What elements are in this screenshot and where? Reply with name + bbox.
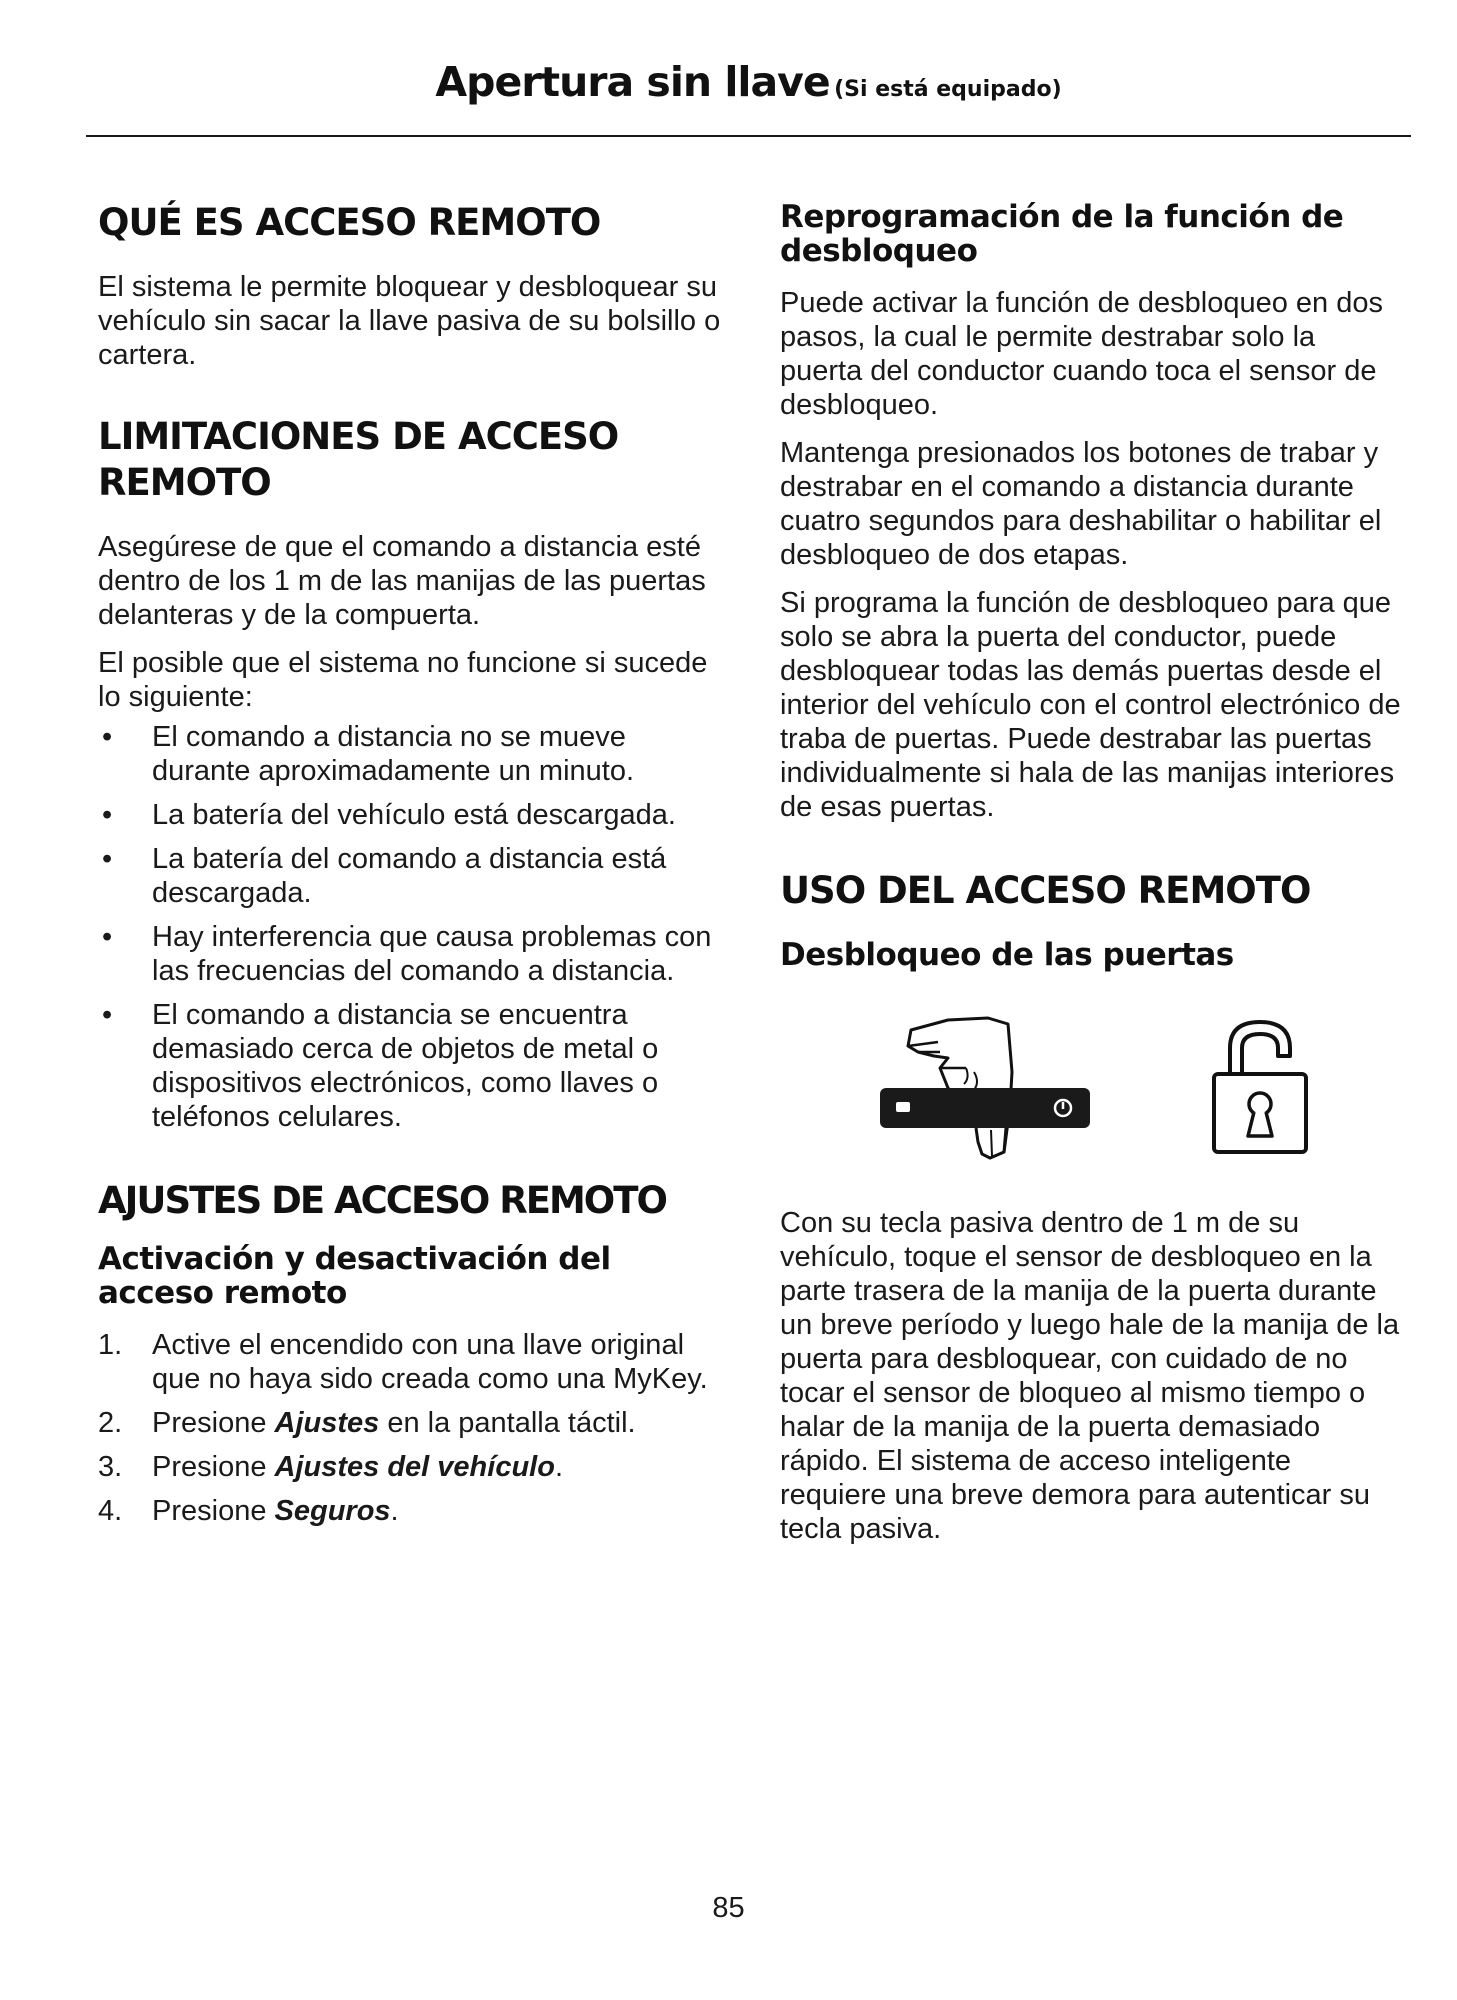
- paragraph-limitations-1: Asegúrese de que el comando a distancia esté dentro de los 1 m de las manijas de las puertas delanteras y de la compuerta.: [98, 531, 706, 631]
- activation-steps: [98, 1328, 723, 1528]
- list-item: [98, 798, 723, 832]
- subheading-unlock: Desbloqueo de las puertas: [780, 937, 1234, 973]
- heading-limitations: LIMITACIONES DE ACCESO REMOTO: [98, 415, 619, 504]
- step-text-post: en la pantalla táctil.: [379, 1407, 636, 1439]
- list-item-text: Hay interferencia que causa problemas con las frecuencias del comando a distancia.: [152, 921, 712, 987]
- step-text-pre: Presione: [152, 1451, 275, 1483]
- step-item: [98, 1450, 723, 1484]
- section-reprogram: [780, 200, 1405, 824]
- step-text-post: .: [554, 1451, 563, 1483]
- step-number: 1.: [98, 1329, 123, 1361]
- step-item: [98, 1406, 723, 1440]
- step-number: 3.: [98, 1451, 123, 1483]
- list-item-text: El comando a distancia se encuentra demasiado cerca de objetos de metal o dispositivos electrónicos, como llaves o teléfonos celulares.: [152, 999, 659, 1133]
- unlocked-padlock-icon: [1208, 1012, 1313, 1162]
- subheading-activation: Activación y desactivación del acceso remoto: [98, 1241, 611, 1311]
- paragraph-unlock: Con su tecla pasiva dentro de 1 m de su vehículo, toque el sensor de desbloqueo en la parte trasera de la manija de la puerta durante un breve período y luego hale de la manija de la puerta para desbloquear, con cuidado de no tocar el sensor de bloqueo al mismo tiempo o halar de la manija de la puerta demasiado rápido. El sistema de acceso inteligente requiere una breve demora para autenticar su tecla pasiva.: [780, 1207, 1400, 1545]
- section-limitations: [98, 414, 723, 1134]
- heading-reprogram: Reprogramación de la función de desbloqueo: [780, 199, 1344, 269]
- page-number: 85: [712, 1892, 745, 1924]
- step-text-pre: Presione: [152, 1495, 275, 1527]
- limitations-list: [98, 720, 723, 1134]
- list-item-text: La batería del comando a distancia está descargada.: [152, 843, 667, 909]
- right-column: [780, 200, 1405, 1560]
- section-what-is: [98, 200, 723, 372]
- bullet-marker: •: [102, 843, 113, 875]
- step-text-bold: Ajustes del vehículo: [274, 1451, 555, 1483]
- hand-on-door-handle-icon: [878, 1012, 1093, 1162]
- paragraph-limitations-2: El posible que el sistema no funcione si sucede lo siguiente:: [98, 647, 708, 713]
- paragraph-reprogram-3: Si programa la función de desbloqueo para que solo se abra la puerta del conductor, puede desbloquear todas las demás puertas desde el interior del vehículo con el control electrónico de traba de puertas. Puede destrabar las puertas individualmente si hala de las manijas interiores de esas puertas.: [780, 587, 1401, 823]
- step-text-post: .: [390, 1495, 399, 1527]
- list-item: [98, 842, 723, 910]
- bullet-marker: •: [102, 799, 113, 831]
- section-settings: [98, 1178, 723, 1528]
- list-item: [98, 920, 723, 988]
- paragraph-reprogram-2: Mantenga presionados los botones de trabar y destrabar en el comando a distancia durante cuatro segundos para deshabilitar o habilitar el desbloqueo de dos etapas.: [780, 437, 1382, 571]
- list-item: [98, 998, 723, 1134]
- list-item-text: La batería del vehículo está descargada.: [152, 799, 676, 831]
- page-header: [86, 58, 1411, 138]
- step-item: [98, 1494, 723, 1528]
- illustration-row: [780, 1012, 1405, 1172]
- step-item: [98, 1328, 723, 1396]
- list-item: [98, 720, 723, 788]
- step-text-bold: Seguros: [274, 1495, 391, 1527]
- section-use: [780, 868, 1405, 1546]
- step-number: 4.: [98, 1495, 123, 1527]
- page-subtitle: (Si está equipado): [834, 77, 1062, 102]
- list-item-text: El comando a distancia no se mueve durante aproximadamente un minuto.: [152, 721, 635, 787]
- step-text-bold: Ajustes: [274, 1407, 380, 1439]
- heading-use: USO DEL ACCESO REMOTO: [780, 869, 1311, 912]
- bullet-marker: •: [102, 721, 113, 753]
- step-number: 2.: [98, 1407, 123, 1439]
- left-column: [98, 200, 723, 1538]
- step-text-pre: Presione: [152, 1407, 275, 1439]
- step-text: Active el encendido con una llave original que no haya sido creada como una MyKey.: [152, 1329, 708, 1395]
- bullet-marker: •: [102, 921, 113, 953]
- page-title: Apertura sin llave: [435, 58, 830, 106]
- header-divider: [86, 135, 1411, 137]
- bullet-marker: •: [102, 999, 113, 1031]
- heading-settings: AJUSTES DE ACCESO REMOTO: [98, 1179, 666, 1222]
- paragraph-what-is: El sistema le permite bloquear y desbloquear su vehículo sin sacar la llave pasiva de su bolsillo o cartera.: [98, 271, 721, 371]
- heading-what-is: QUÉ ES ACCESO REMOTO: [98, 201, 601, 244]
- paragraph-reprogram-1: Puede activar la función de desbloqueo en dos pasos, la cual le permite destrabar solo la puerta del conductor cuando toca el sensor de desbloqueo.: [780, 287, 1383, 421]
